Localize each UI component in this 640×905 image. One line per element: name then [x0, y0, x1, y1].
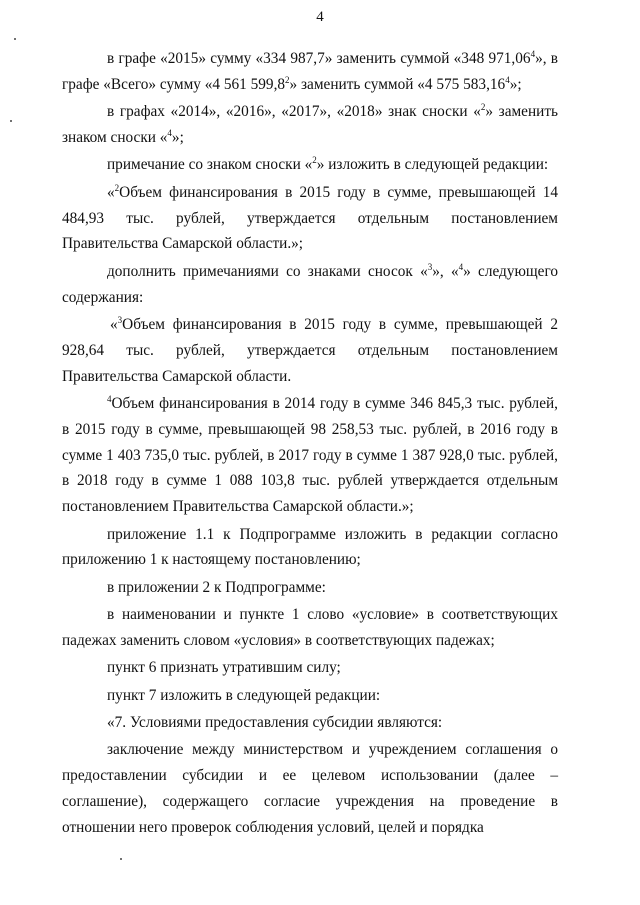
paragraph [62, 312, 558, 389]
footnote-mark: 3 [427, 261, 433, 272]
text-run: в графе «2015» сумму «334 987,7» заменить суммой «348 971,06 [107, 50, 531, 67]
text-run: » заменить знаком сноски « [62, 103, 558, 146]
document-body [62, 46, 558, 842]
paragraph [62, 602, 558, 654]
paragraph [62, 152, 558, 178]
scan-speck [14, 38, 16, 40]
text-run: дополнить примечаниями со знаками сносок « [107, 262, 428, 280]
footnote-mark: 4 [505, 74, 510, 85]
paragraph [62, 655, 558, 681]
footnote-mark: 2 [312, 155, 317, 166]
paragraph [62, 99, 558, 151]
text-run: « [107, 183, 115, 201]
text-run: в графах «2014», «2016», «2017», «2018» знак сноски « [107, 103, 481, 121]
text-run: », в графе «Всего» сумму «4 561 599,8 [62, 50, 558, 93]
paragraph [62, 737, 558, 840]
text-run: » заменить суммой «4 575 583,16 [289, 75, 506, 93]
paragraph [62, 710, 558, 736]
scan-speck [10, 120, 12, 122]
text-run: » следующего содержания: [62, 262, 559, 306]
paragraph [62, 522, 558, 574]
footnote-mark: 4 [530, 49, 536, 59]
paragraph [62, 180, 558, 257]
text-run: приложение 1.1 к Подпрограмме изложить в редакции согласно приложению 1 к настоящему постановлению; [62, 525, 558, 569]
text-run: Объем финансирования в 2015 году в сумме, превышающей 2 928,64 тыс. рублей, утверждается отдельным постановлением Правительства Самарской области. [62, 315, 558, 385]
paragraph [62, 259, 558, 311]
footnote-mark: 2 [114, 182, 120, 193]
footnote-mark: 4 [107, 393, 112, 404]
footnote-mark: 4 [167, 127, 172, 138]
text-run: заключение между министерством и учреждением соглашения о предоставлении субсидии и ее целевом использовании (далее – соглашение), содержащего согласие учреждения на проведение в отношении него проверок соблюдения условий, целей и порядка [62, 741, 558, 836]
text-run: «7. Условиями предоставления субсидии являются: [107, 714, 443, 732]
footnote-mark: 4 [458, 261, 464, 272]
paragraph [62, 683, 558, 709]
text-run: Объем финансирования в 2014 году в сумме 346 845,3 тыс. рублей, в 2015 году в сумме, превышающей 98 258,53 тыс. рублей, в 2016 году в сумме 1 403 735,0 тыс. рублей, в 2017 году в сумме 1 387 928,0 тыс. рублей, в 2018 году в сумме 1 088 103,8 тыс. рублей утверждается отдельным постановлением Правительства Самарской области.»; [62, 394, 558, 516]
text-run: « [110, 315, 118, 333]
paragraph [62, 391, 558, 520]
text-run: », « [432, 262, 459, 280]
scan-speck [120, 858, 122, 860]
text-run: Объем финансирования в 2015 году в сумме, превышающей 14 484,93 тыс. рублей, утверждается отдельным постановлением Правительства Самарской области.»; [62, 183, 558, 253]
paragraph [62, 575, 558, 601]
footnote-mark: 3 [117, 314, 123, 325]
text-run: » изложить в следующей редакции: [316, 156, 549, 174]
text-run: в наименовании и пункте 1 слово «условие» в соответствующих падежах заменить словом «условия» в соответствующих падежах; [62, 606, 558, 649]
text-run: »; [509, 75, 522, 93]
footnote-mark: 2 [480, 102, 486, 113]
text-run: примечание со знаком сноски « [107, 156, 313, 174]
page-number: 4 [316, 9, 324, 25]
text-run: пункт 6 признать утратившим силу; [107, 659, 341, 677]
footnote-mark: 2 [285, 74, 290, 85]
text-run: пункт 7 изложить в следующей редакции: [107, 686, 381, 704]
text-run: »; [171, 128, 184, 146]
text-run: в приложении 2 к Подпрограмме: [107, 578, 326, 596]
paragraph [62, 46, 558, 98]
